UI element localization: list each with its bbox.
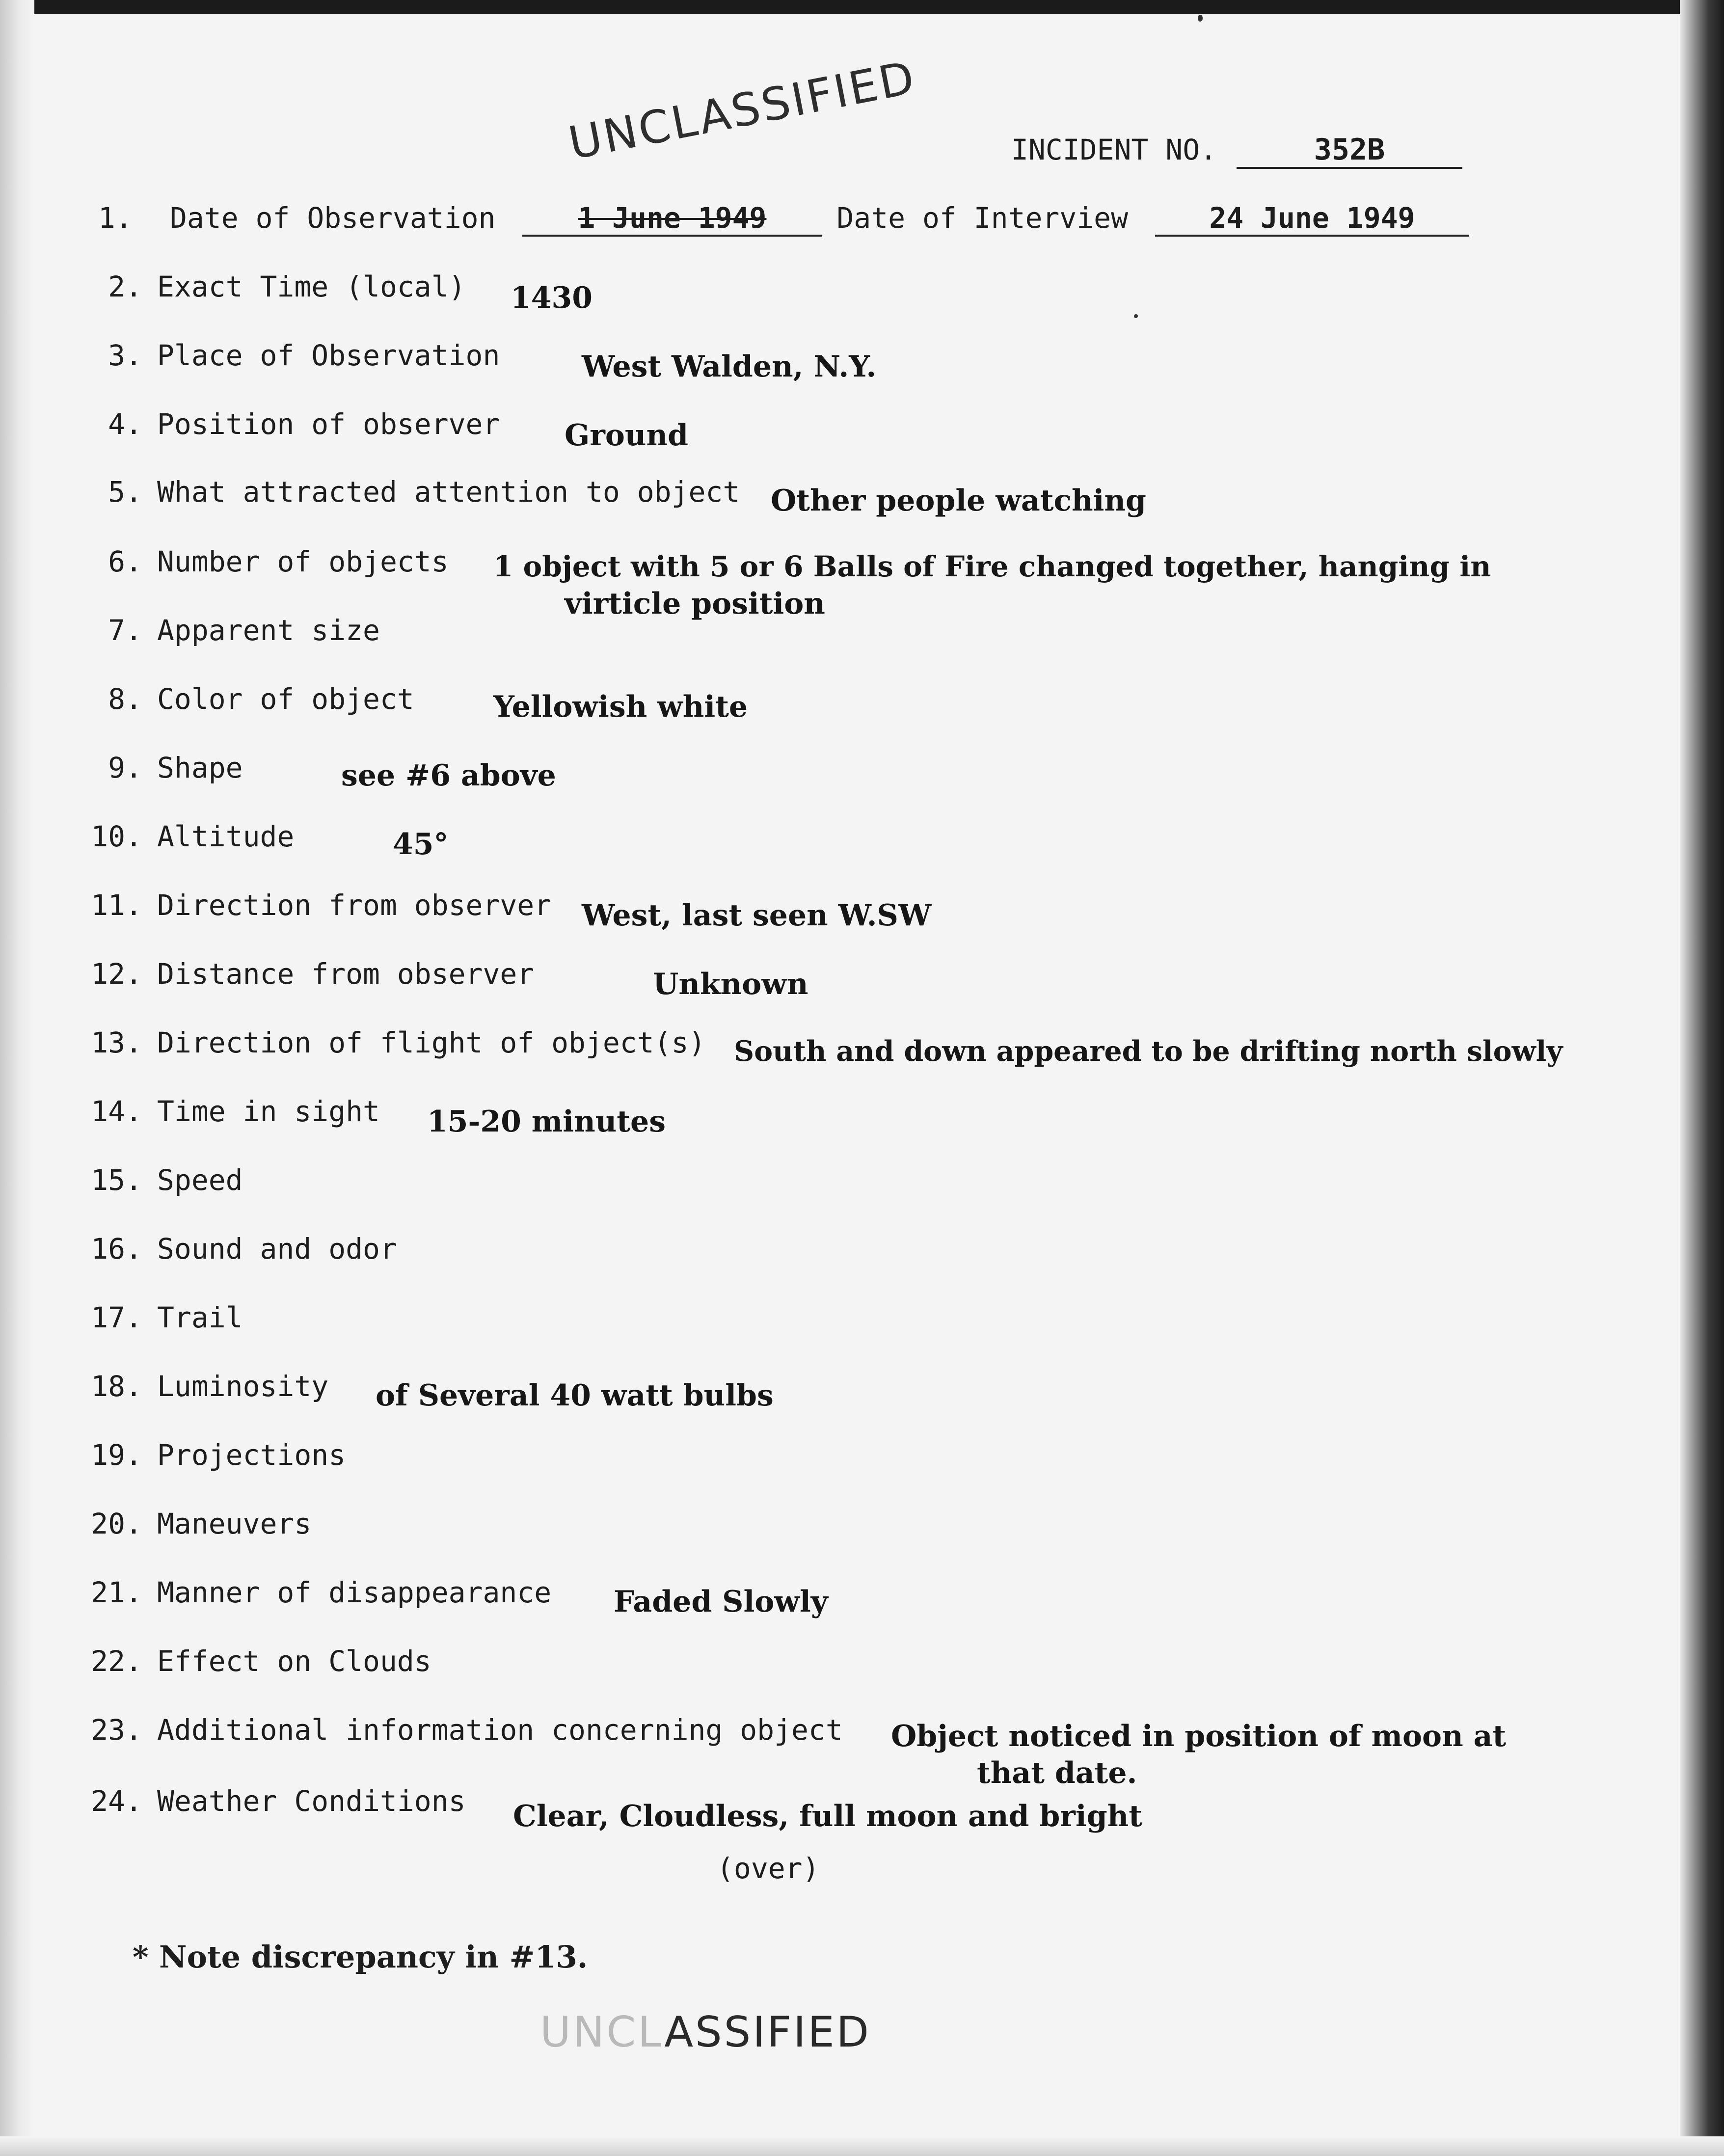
- interview-date-value: 24 June 1949: [1155, 201, 1469, 237]
- answer-altitude: 45°: [393, 827, 449, 862]
- incident-value: 352B: [1237, 133, 1462, 169]
- item-number: 13.: [91, 1026, 142, 1059]
- interview-date-label: Date of Interview: [836, 201, 1129, 235]
- scan-top-border: [0, 0, 1724, 14]
- item-number: 8.: [108, 682, 142, 716]
- item-label: Direction of flight of object(s): [157, 1026, 706, 1059]
- item-number: 21.: [91, 1576, 142, 1609]
- item-label: Shape: [157, 751, 243, 784]
- item-label: Color of object: [157, 682, 414, 716]
- item-label: What attracted attention to object: [157, 475, 740, 509]
- answer-shape: see #6 above: [341, 758, 556, 793]
- item-number: 5.: [108, 475, 142, 509]
- scan-left-shadow: [0, 0, 34, 2156]
- incident-number: [1011, 133, 1462, 169]
- item-number: 11.: [91, 889, 142, 922]
- item-label: Speed: [157, 1163, 243, 1197]
- answer-direction-of-flight: South and down appeared to be drifting north slowly: [734, 1035, 1563, 1068]
- item-number: 4.: [108, 407, 142, 441]
- answer-exact-time: 1430: [511, 281, 593, 315]
- item-number: 1.: [98, 201, 133, 235]
- item-label: Place of Observation: [157, 339, 500, 372]
- item-number: 24.: [91, 1784, 142, 1818]
- answer-number-of-objects: 1 object with 5 or 6 Balls of Fire changed together, hanging in: [493, 550, 1491, 583]
- item-label: Additional information concerning object: [157, 1713, 843, 1747]
- answer-position: Ground: [565, 418, 689, 453]
- stamp-visible-part: ASSIFIED: [664, 2008, 871, 2057]
- item-1-dates: [98, 201, 1469, 237]
- item-label: Number of objects: [157, 545, 449, 578]
- incident-label: INCIDENT NO.: [1011, 133, 1217, 166]
- item-label: Position of observer: [157, 407, 500, 441]
- item-label: Sound and odor: [157, 1232, 397, 1266]
- item-number: 2.: [108, 270, 142, 303]
- item-number: 23.: [91, 1713, 142, 1747]
- item-label: Altitude: [157, 820, 295, 853]
- scan-bottom-shadow: [0, 2136, 1724, 2156]
- scan-right-border: [1680, 0, 1724, 2156]
- answer-attention: Other people watching: [771, 484, 1146, 518]
- item-number: 6.: [108, 545, 142, 578]
- item-number: 7.: [108, 614, 142, 647]
- scan-speck: [1198, 15, 1203, 22]
- answer-disappearance: Faded Slowly: [614, 1585, 828, 1619]
- item-number: 20.: [91, 1507, 142, 1540]
- item-label: Effect on Clouds: [157, 1644, 431, 1678]
- item-label: Direction from observer: [157, 889, 552, 922]
- answer-time-in-sight: 15-20 minutes: [427, 1105, 666, 1139]
- item-label: Trail: [157, 1301, 243, 1334]
- item-number: 3.: [108, 339, 142, 372]
- item-number: 17.: [91, 1301, 142, 1334]
- answer-luminosity: of Several 40 watt bulbs: [376, 1378, 774, 1413]
- item-number: 12.: [91, 957, 142, 991]
- discrepancy-note: * Note discrepancy in #13.: [133, 1939, 588, 1975]
- unclassified-stamp-bottom: [540, 2008, 871, 2057]
- observation-date-label: Date of Observation: [170, 201, 496, 235]
- item-number: 22.: [91, 1644, 142, 1678]
- item-label: Maneuvers: [157, 1507, 312, 1540]
- answer-place: West Walden, N.Y.: [582, 350, 877, 384]
- item-label: Distance from observer: [157, 957, 535, 991]
- answer-color: Yellowish white: [493, 690, 748, 724]
- item-number: 14.: [91, 1095, 142, 1128]
- item-number: 9.: [108, 751, 142, 784]
- item-label: Exact Time (local): [157, 270, 466, 303]
- item-label: Apparent size: [157, 614, 380, 647]
- answer-weather: Clear, Cloudless, full moon and bright: [513, 1799, 1143, 1833]
- item-label: Luminosity: [157, 1370, 329, 1403]
- item-label: Weather Conditions: [157, 1784, 466, 1818]
- item-label: Time in sight: [157, 1095, 380, 1128]
- answer-additional-info: Object noticed in position of moon at: [891, 1719, 1507, 1753]
- observation-date-value: 1 June 1949: [522, 201, 822, 237]
- item-number: 19.: [91, 1438, 142, 1472]
- unclassified-stamp-top: UNCLASSIFIED: [564, 51, 920, 170]
- item-number: 10.: [91, 820, 142, 853]
- item-number: 15.: [91, 1163, 142, 1197]
- answer-distance: Unknown: [653, 967, 808, 1001]
- over-note: (over): [717, 1852, 820, 1885]
- item-label: Projections: [157, 1438, 346, 1472]
- stamp-faded-part: UNCL: [540, 2008, 665, 2057]
- item-label: Manner of disappearance: [157, 1576, 552, 1609]
- scan-speck: [1134, 314, 1138, 318]
- answer-direction-from-observer: West, last seen W.SW: [582, 898, 932, 933]
- item-number: 16.: [91, 1232, 142, 1266]
- item-number: 18.: [91, 1370, 142, 1403]
- answer-number-of-objects-cont: virticle position: [565, 587, 825, 621]
- answer-additional-info-cont: that date.: [977, 1756, 1137, 1790]
